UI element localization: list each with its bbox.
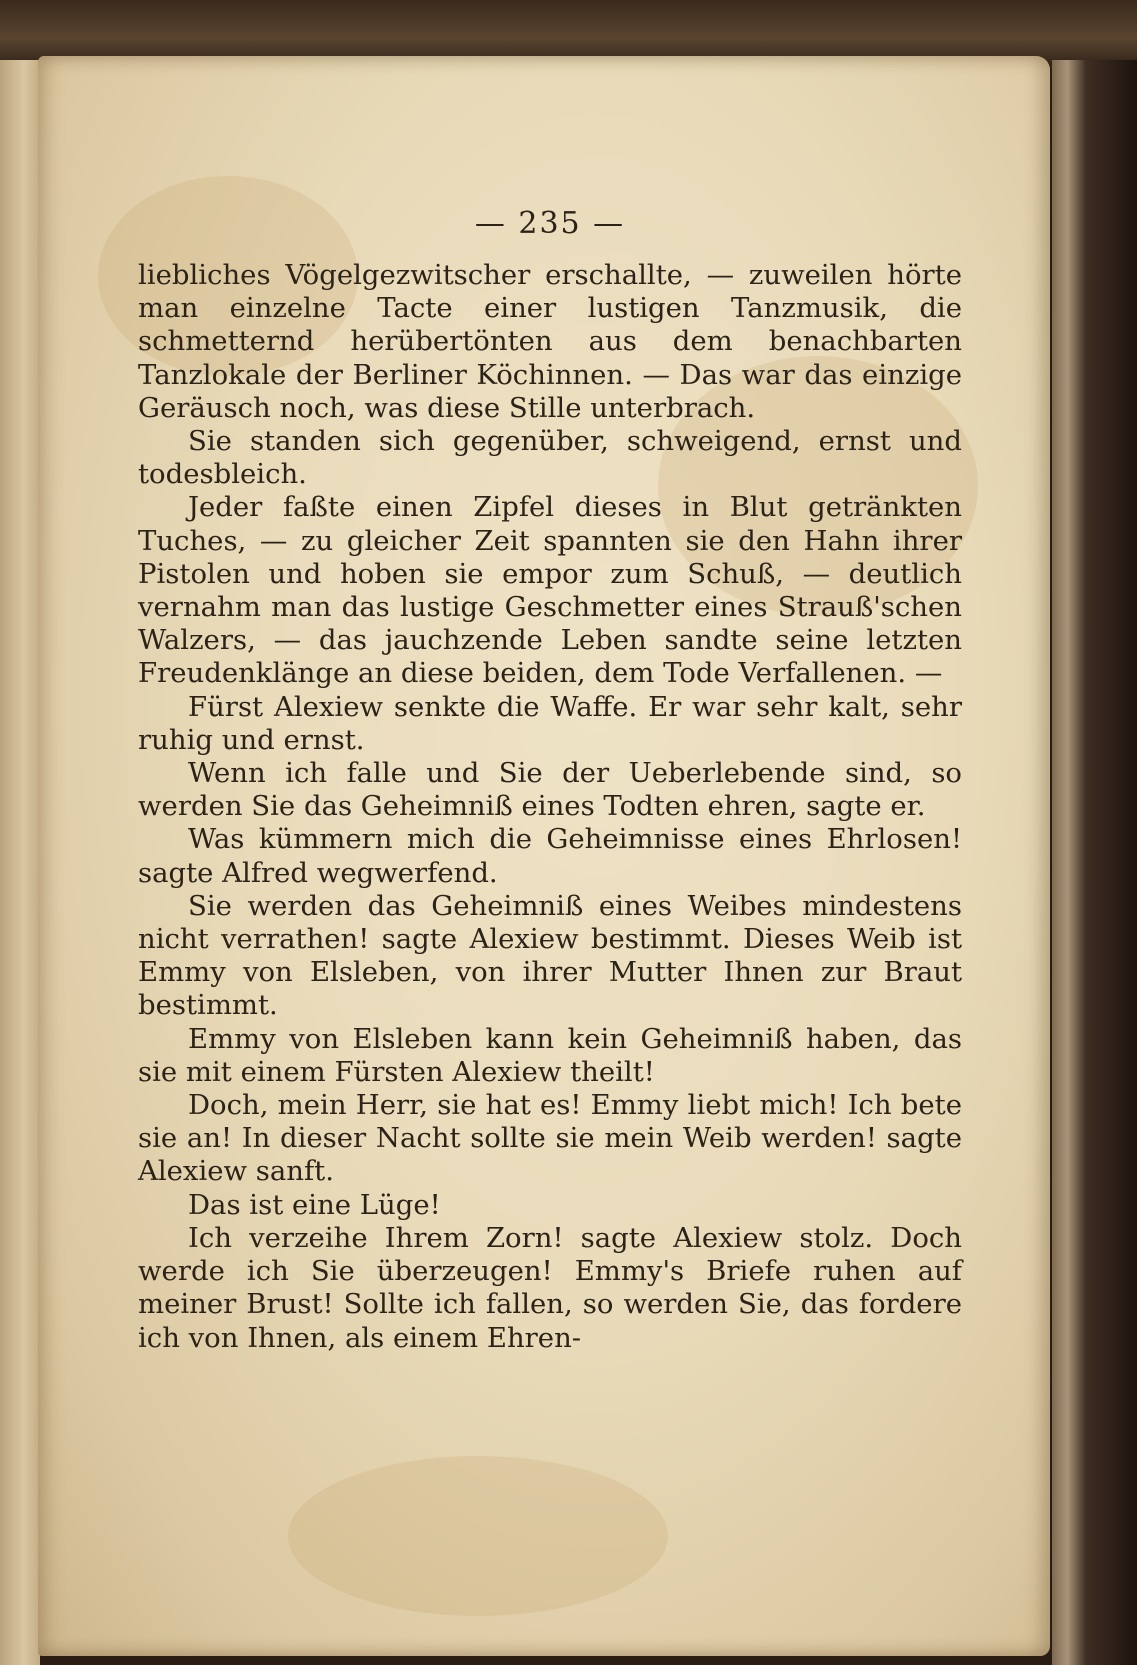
paragraph: Emmy von Elsleben kann kein Geheimniß haben, das sie mit einem Fürsten Alexiew theilt!: [138, 1022, 962, 1088]
page-number: — 235 —: [474, 206, 626, 241]
paragraph: Ich verzeihe Ihrem Zorn! sagte Alexiew stolz. Doch werde ich Sie überzeugen! Emmy's Briefe ruhen auf meiner Brust! Sollte ich fallen, so werden Sie, das fordere ich von Ihnen, als einem Ehren-: [138, 1221, 962, 1354]
paragraph: Doch, mein Herr, sie hat es! Emmy liebt mich! Ich bete sie an! In dieser Nacht sollte sie mein Weib werden! sagte Alexiew sanft.: [138, 1089, 962, 1188]
book-spine-left: [0, 60, 40, 1665]
paragraph: Jeder faßte einen Zipfel dieses in Blut getränkten Tuches, — zu gleicher Zeit spannten sie den Hahn ihrer Pistolen und hoben sie empor zum Schuß, — deutlich vernahm man das lustige Geschmetter eines Strauß'schen Walzers, — das jauchzende Leben sandte seine letzten Freudenklänge an diese beiden, dem Tode Verfallenen. —: [138, 491, 962, 690]
book-page-edges-right: [1052, 60, 1137, 1665]
page-text: [138, 206, 962, 1355]
paragraph: Was kümmern mich die Geheimnisse eines Ehrlosen! sagte Alfred wegwerfend.: [138, 823, 962, 889]
book-page: [38, 56, 1050, 1656]
paragraph: Wenn ich falle und Sie der Ueberlebende sind, so werden Sie das Geheimniß eines Todten ehren, sagte er.: [138, 757, 962, 823]
paragraph: Sie werden das Geheimniß eines Weibes mindestens nicht verrathen! sagte Alexiew bestimmt. Dieses Weib ist Emmy von Elsleben, von ihrer Mutter Ihnen zur Braut bestimmt.: [138, 889, 962, 1022]
paragraph: Fürst Alexiew senkte die Waffe. Er war sehr kalt, sehr ruhig und ernst.: [138, 690, 962, 756]
paragraph: Sie standen sich gegenüber, schweigend, ernst und todesbleich.: [138, 425, 962, 491]
paper-stain: [288, 1456, 668, 1616]
paragraph: Das ist eine Lüge!: [188, 1188, 441, 1221]
paragraph: liebliches Vögelgezwitscher erschallte, — zuweilen hörte man einzelne Tacte einer lustigen Tanzmusik, die schmetternd herübertönten aus dem benachbarten Tanzlokale der Berliner Köchinnen. — Das war das einzige Geräusch noch, was diese Stille unterbrach.: [138, 259, 962, 424]
